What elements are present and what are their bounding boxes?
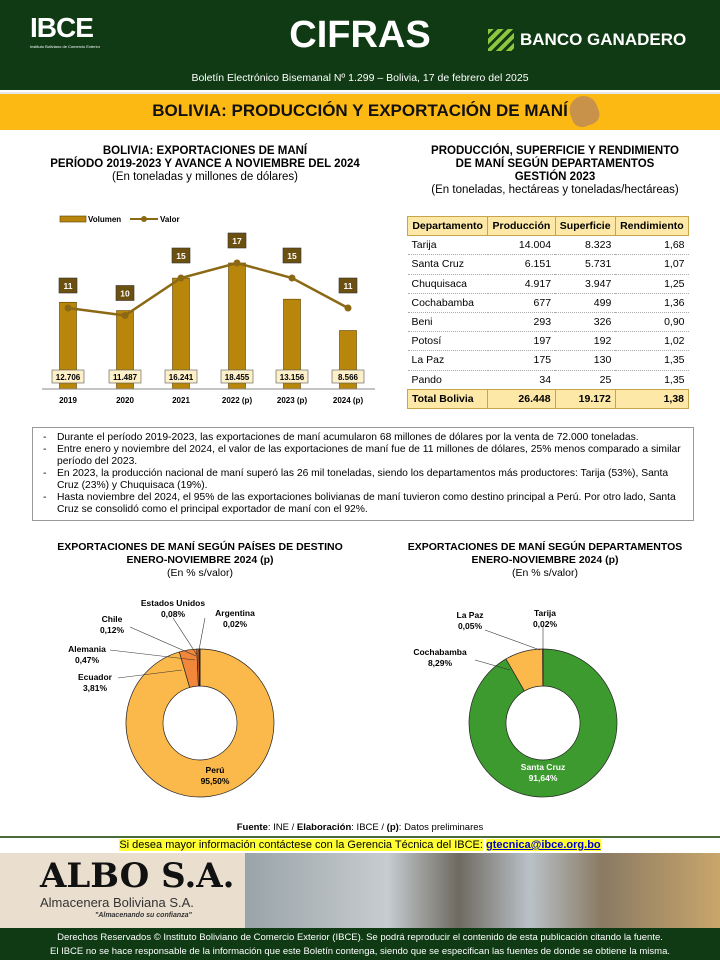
slice-name-label: Ecuador	[77, 672, 113, 682]
table-row	[408, 274, 689, 293]
slice-name-label: Alemania	[68, 644, 106, 654]
valor-point	[65, 305, 72, 312]
slice-name-label: La Paz	[456, 610, 484, 620]
slice-value-label: 91,64%	[528, 773, 558, 783]
table-row	[408, 293, 689, 312]
table-cell: Santa Cruz	[408, 255, 488, 274]
table-cell: 1,25	[615, 274, 688, 293]
table-cell: 677	[488, 293, 555, 312]
volumen-label: 12.706	[55, 373, 81, 382]
table-row	[408, 255, 689, 274]
table-cell: 1,07	[615, 255, 688, 274]
table-cell: 5.731	[555, 255, 615, 274]
table-cell: 1,36	[615, 293, 688, 312]
valor-label: 11	[63, 281, 73, 291]
table-cell: 1,38	[615, 389, 688, 408]
table-cell: 26.448	[488, 389, 555, 408]
donut1-title: EXPORTACIONES DE MANÍ SEGÚN PAÍSES DE DESTINO ENERO-NOVIEMBRE 2024 (p) (En % s/valor)	[57, 541, 343, 579]
column-header: Rendimiento	[615, 217, 688, 236]
production-table	[407, 216, 689, 409]
footer: Derechos Reservados © Instituto Boliviano de Comercio Exterior (IBCE). Se podrá reproducir el contenido de esta publicación citando la fuente. El IBCE no se hace responsable de la información que este Boletín contenga, siendo que se especifican las fuentes de donde se obtiene la misma.	[0, 928, 720, 960]
volumen-label: 13.156	[279, 373, 305, 382]
x-tick-label: 2022 (p)	[221, 396, 253, 405]
table-row	[408, 312, 689, 331]
volumen-label: 16.241	[168, 373, 194, 382]
legend-valor-label: Valor	[160, 215, 180, 224]
table-cell: 19.172	[555, 389, 615, 408]
slice-value-label: 0,12%	[99, 625, 125, 635]
column-header: Superficie	[555, 217, 615, 236]
ibce-logo: IBCE Instituto Boliviano de Comercio Exterior	[30, 12, 101, 49]
donut-chart-countries	[0, 590, 360, 820]
volumen-label: 8.566	[337, 373, 359, 382]
table-cell: 1,35	[615, 370, 688, 389]
slice-name-label: Cochabamba	[413, 647, 467, 657]
table-title: PRODUCCIÓN, SUPERFICIE Y RENDIMIENTO DE MANÍ SEGÚN DEPARTAMENTOS GESTIÓN 2023 (En toneladas, hectáreas y toneladas/hectáreas)	[431, 145, 679, 196]
ad-photos	[245, 853, 720, 928]
legend-volumen-label: Volumen	[88, 215, 122, 224]
x-tick-label: 2021	[172, 396, 190, 405]
table-row	[408, 236, 689, 255]
source-note: Fuente: INE / Elaboración: IBCE / (p): Datos preliminares	[236, 822, 484, 833]
banco-ganadero-icon	[488, 29, 514, 51]
table-cell: 8.323	[555, 236, 615, 255]
table-cell: 34	[488, 370, 555, 389]
table-cell: 1,68	[615, 236, 688, 255]
valor-point	[234, 260, 241, 267]
albo-slogan: "Almacenando su confianza"	[95, 912, 192, 919]
table-cell: Chuquisaca	[408, 274, 488, 293]
slice-value-label: 0,08%	[160, 609, 186, 619]
legend-volumen-swatch	[60, 216, 86, 222]
table-total-row	[408, 389, 689, 408]
bulletin-subtitle: Boletín Electrónico Bisemanal Nº 1.299 – Bolivia, 17 de febrero del 2025	[191, 72, 529, 84]
slice-value-label: 0,02%	[532, 619, 558, 629]
x-tick-label: 2023 (p)	[276, 396, 308, 405]
volumen-label: 18.455	[224, 373, 250, 382]
valor-point	[178, 275, 185, 282]
banco-ganadero-logo: BANCO GANADERO	[488, 29, 686, 51]
email-link[interactable]: gtecnica@ibce.org.bo	[486, 839, 601, 851]
slice-name-label: Perú	[205, 765, 225, 775]
section-title: BOLIVIA: PRODUCCIÓN Y EXPORTACIÓN DE MANÍ	[152, 101, 568, 120]
leader-line	[173, 618, 197, 655]
bullet: - Entre enero y noviembre del 2024, el valor de las exportaciones de maní fue de 11 millones de dólares, 25% menos comparado a similar período del 2023.	[41, 444, 685, 468]
bullet: - En 2023, la producción nacional de maní superó las 26 mil toneladas, siendo los departamentos más productores: Tarija (53%), Santa Cruz (23%) y Chuquisaca (19%).	[41, 468, 685, 492]
table-header-row	[408, 217, 689, 236]
table-cell: 4.917	[488, 274, 555, 293]
table-cell: 6.151	[488, 255, 555, 274]
albo-logo: ALBO S.A.	[40, 856, 235, 896]
table-row	[408, 351, 689, 370]
table-cell: 130	[555, 351, 615, 370]
valor-point	[345, 305, 352, 312]
table-cell: 14.004	[488, 236, 555, 255]
slice-value-label: 0,05%	[457, 621, 483, 631]
table-cell: 499	[555, 293, 615, 312]
contact-line: Si desea mayor información contáctese con la Gerencia Técnica del IBCE: gtecnica@ibce.org.bo	[119, 839, 601, 851]
table-row	[408, 370, 689, 389]
x-tick-label: 2024 (p)	[332, 396, 364, 405]
key-points	[32, 427, 694, 521]
albo-name: Almacenera Boliviana S.A.	[40, 895, 194, 910]
x-tick-label: 2020	[116, 396, 134, 405]
table-cell: Tarija	[408, 236, 488, 255]
table-cell: 192	[555, 332, 615, 351]
slice-name-label: Santa Cruz	[520, 762, 566, 772]
slice-value-label: 8,29%	[427, 658, 453, 668]
slice-name-label: Chile	[101, 614, 123, 624]
column-header: Departamento	[408, 217, 488, 236]
table-cell: Total Bolivia	[408, 389, 488, 408]
valor-point	[289, 275, 296, 282]
slice-name-label: Argentina	[215, 608, 255, 618]
table-cell: 1,35	[615, 351, 688, 370]
leader-line	[485, 630, 540, 650]
table-row	[408, 332, 689, 351]
volumen-label: 11.487	[112, 373, 138, 382]
table-cell: Pando	[408, 370, 488, 389]
table-cell: Potosí	[408, 332, 488, 351]
leader-line	[199, 618, 205, 650]
donut-chart-departments	[360, 590, 720, 820]
table-cell: 326	[555, 312, 615, 331]
bullet: - Durante el período 2019-2023, las exportaciones de maní acumularon 68 millones de dólares por la venta de 72.000 toneladas.	[41, 432, 685, 444]
valor-label: 10	[120, 288, 130, 299]
bar-chart	[0, 200, 400, 420]
table-cell: 0,90	[615, 312, 688, 331]
legend-valor-marker	[141, 216, 147, 222]
valor-line	[68, 263, 348, 316]
divider	[0, 836, 720, 838]
valor-point	[122, 312, 129, 319]
table-cell: Beni	[408, 312, 488, 331]
table-cell: 175	[488, 351, 555, 370]
slice-name-label: Tarija	[533, 608, 557, 618]
valor-label: 11	[343, 281, 353, 291]
bullet: - Hasta noviembre del 2024, el 95% de las exportaciones bolivianas de maní tuvieron como destino principal a Perú. Por otro lado, Santa Cruz se consolidó como el principal exportador de maní con el 92%.	[41, 492, 685, 516]
table-cell: 197	[488, 332, 555, 351]
slice-value-label: 95,50%	[200, 776, 230, 786]
donut2-title: EXPORTACIONES DE MANÍ SEGÚN DEPARTAMENTOS ENERO-NOVIEMBRE 2024 (p) (En % s/valor)	[407, 541, 683, 579]
table-cell: 1,02	[615, 332, 688, 351]
slice-value-label: 3,81%	[82, 683, 108, 693]
valor-label: 15	[176, 251, 186, 261]
leader-line	[130, 627, 196, 656]
valor-label: 17	[232, 236, 242, 246]
table-cell: Cochabamba	[408, 293, 488, 312]
slice-name-label: Estados Unidos	[140, 598, 206, 608]
table-cell: La Paz	[408, 351, 488, 370]
page-title: CIFRAS	[289, 14, 431, 56]
x-tick-label: 2019	[59, 396, 77, 405]
column-header: Producción	[488, 217, 555, 236]
bar-chart-title: BOLIVIA: EXPORTACIONES DE MANÍ PERÍODO 2019-2023 Y AVANCE A NOVIEMBRE DEL 2024 (En toneladas y millones de dólares)	[50, 145, 360, 183]
table-cell: 25	[555, 370, 615, 389]
valor-label: 15	[287, 251, 297, 261]
table-cell: 3.947	[555, 274, 615, 293]
table-cell: 293	[488, 312, 555, 331]
slice-value-label: 0,02%	[222, 619, 248, 629]
slice-value-label: 0,47%	[74, 655, 100, 665]
